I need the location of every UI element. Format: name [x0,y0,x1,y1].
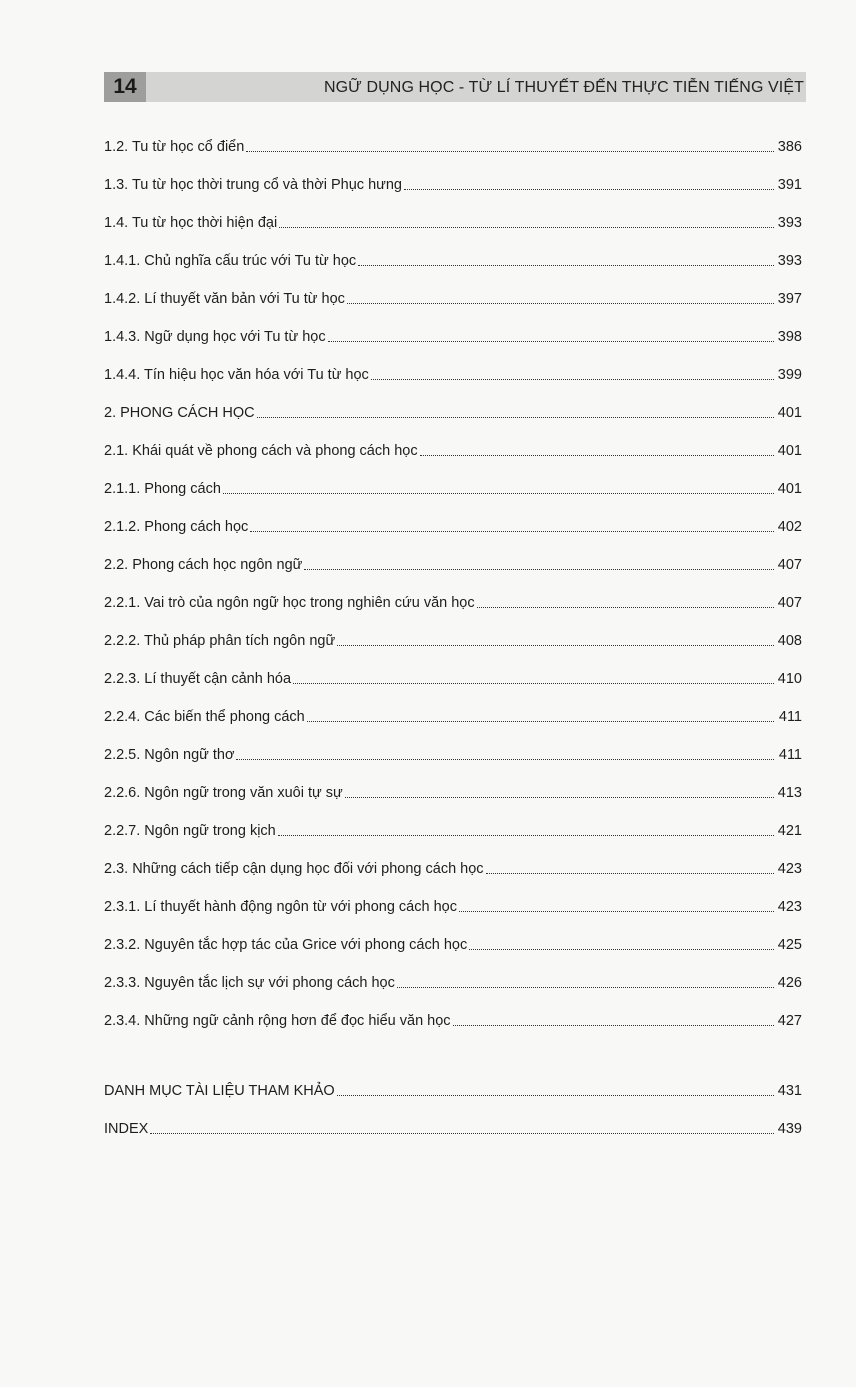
toc-entry [104,280,802,308]
toc-entry [104,1110,802,1138]
dot-leader [236,746,774,764]
page-number: 14 [104,72,146,102]
toc-entry [104,584,802,612]
dot-leader [477,594,774,612]
dot-leader [397,974,774,992]
toc-entry [104,546,802,574]
toc-entry-label: 2.2.6. Ngôn ngữ trong văn xuôi tự sự [104,785,343,801]
dot-leader [337,632,774,650]
toc-entry-label: 2.3.4. Những ngữ cảnh rộng hơn để đọc hiểu văn học [104,1013,451,1029]
toc-entry-page: 439 [777,1121,802,1137]
toc-entry-page: 425 [777,937,802,953]
dot-leader [358,252,774,270]
toc-entry-label: 2.3.2. Nguyên tắc hợp tác của Grice với phong cách học [104,937,468,953]
toc-entry-page: 401 [777,405,802,421]
toc-entry [104,660,802,688]
toc-entry-page: 407 [777,557,802,573]
toc-entry [104,736,802,764]
dot-leader [250,518,774,536]
toc-entry-page: 401 [777,443,802,459]
toc-entry-page: 393 [777,215,802,231]
toc-entry-label: 1.2. Tu từ học cổ điển [104,139,245,155]
dot-leader [347,290,774,308]
toc-entry-page: 407 [777,595,802,611]
toc-entry-label: 1.3. Tu từ học thời trung cổ và thời Phục hưng [104,177,402,193]
dot-leader [328,328,774,346]
toc-entry [104,622,802,650]
toc-entry-label: 2.2.4. Các biến thể phong cách [104,709,305,725]
toc-entry-page: 411 [778,747,802,763]
toc-entry-label: 2.2.3. Lí thuyết cận cảnh hóa [104,671,292,687]
dot-leader [337,1082,774,1100]
dot-leader [404,176,774,194]
toc-entry-label: DANH MỤC TÀI LIỆU THAM KHẢO [104,1083,335,1099]
toc-entry [104,470,802,498]
toc-entry-label: 2.2.1. Vai trò của ngôn ngữ học trong nghiên cứu văn học [104,595,475,611]
toc-entry-page: 427 [777,1013,802,1029]
toc-entry-label: 2.1. Khái quát về phong cách và phong cách học [104,443,418,459]
toc-entry [104,508,802,536]
toc-entry [104,318,802,346]
toc-entry-page: 431 [777,1083,802,1099]
toc-entry-page: 421 [777,823,802,839]
dot-leader [246,138,774,156]
toc-entry [104,926,802,954]
toc-entry [104,774,802,802]
dot-leader [371,366,774,384]
toc-entry-page: 426 [777,975,802,991]
dot-leader [278,822,774,840]
dot-leader [345,784,774,802]
toc-entry-page: 402 [777,519,802,535]
dot-leader [459,898,774,916]
toc-entry-page: 411 [778,709,802,725]
toc-entry [104,394,802,422]
toc-entry [104,964,802,992]
toc-entry-page: 386 [777,139,802,155]
dot-leader [293,670,774,688]
toc-entry-page: 397 [777,291,802,307]
toc-entry-label: 2.1.2. Phong cách học [104,519,249,535]
toc-entry [104,128,802,156]
toc-entry-page: 408 [777,633,802,649]
toc-entry-label: 2.3.3. Nguyên tắc lịch sự với phong cách học [104,975,395,991]
dot-leader [223,480,774,498]
dot-leader [469,936,774,954]
toc-entry-page: 393 [777,253,802,269]
toc-entry-page: 413 [777,785,802,801]
dot-leader [279,214,774,232]
toc-entry-label: 1.4.3. Ngữ dụng học với Tu từ học [104,329,326,345]
toc-entry-label: 1.4.4. Tín hiệu học văn hóa với Tu từ học [104,367,369,383]
toc-entry [104,1002,802,1030]
toc-entry-label: 2.1.1. Phong cách [104,481,221,497]
toc-entry-page: 423 [777,861,802,877]
toc-entry-label: 1.4.1. Chủ nghĩa cấu trúc với Tu từ học [104,253,357,269]
toc-entry [104,356,802,384]
toc-entry-label: 1.4. Tu từ học thời hiện đại [104,215,278,231]
toc-entry [104,166,802,194]
dot-leader [257,404,774,422]
toc-entry-label: 1.4.2. Lí thuyết văn bản với Tu từ học [104,291,345,307]
toc-entry-label: 2. PHONG CÁCH HỌC [104,405,255,421]
toc-entry [104,850,802,878]
toc-entry-label: 2.3. Những cách tiếp cận dụng học đối với phong cách học [104,861,484,877]
toc-entry-page: 391 [777,177,802,193]
running-title: NGỮ DỤNG HỌC - TỪ LÍ THUYẾT ĐẾN THỰC TIỄN TIẾNG VIỆT [323,79,804,96]
dot-leader [304,556,774,574]
toc-entry [104,432,802,460]
toc-entry-page: 398 [777,329,802,345]
toc-entry [104,204,802,232]
toc-entry-page: 423 [777,899,802,915]
dot-leader [150,1120,774,1138]
toc-entry-label: INDEX [104,1121,149,1137]
toc-entry [104,1072,802,1100]
toc-entry [104,242,802,270]
toc-entry-label: 2.2.7. Ngôn ngữ trong kịch [104,823,276,839]
dot-leader [453,1012,774,1030]
toc-entry-label: 2.2. Phong cách học ngôn ngữ [104,557,303,573]
dot-leader [307,708,774,726]
toc-entry-page: 410 [777,671,802,687]
toc-entry-label: 2.2.2. Thủ pháp phân tích ngôn ngữ [104,633,336,649]
toc-entry [104,698,802,726]
dot-leader [486,860,774,878]
toc-entry [104,812,802,840]
toc-entry [104,888,802,916]
dot-leader [420,442,774,460]
running-header [104,72,806,102]
toc-entry-label: 2.3.1. Lí thuyết hành động ngôn từ với phong cách học [104,899,457,915]
toc-entry-page: 399 [777,367,802,383]
toc-entry-page: 401 [777,481,802,497]
toc-entry-label: 2.2.5. Ngôn ngữ thơ [104,747,235,763]
